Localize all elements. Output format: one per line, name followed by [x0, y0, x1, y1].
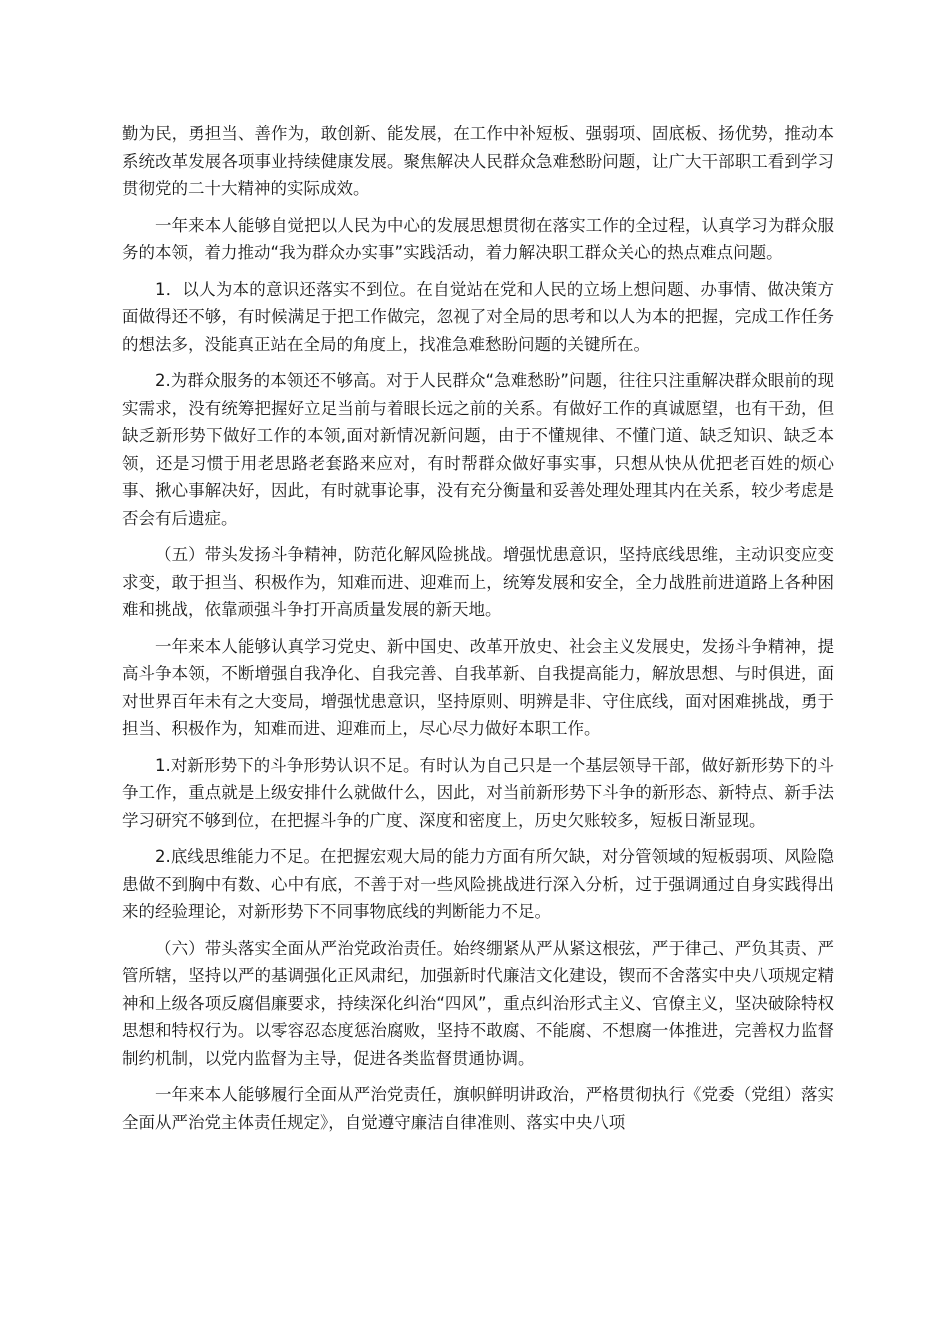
- paragraph-10: 一年来本人能够履行全面从严治党责任，旗帜鲜明讲政治，严格贯彻执行《党委（党组）落实全面从严治党主体责任规定》，自觉遵守廉洁自律准则、落实中央八项: [122, 1085, 834, 1132]
- paragraph-7: 1.对新形势下的斗争形势认识不足。有时认为自己只是一个基层领导干部，做好新形势下的斗争工作，重点就是上级安排什么就做什么，因此，对当前新形势下斗争的新形态、新特点、新手法学习研究不够到位，在把握斗争的广度、深度和密度上，历史欠账较多，短板日渐显现。: [122, 755, 834, 830]
- paragraph-1: 勤为民，勇担当、善作为，敢创新、能发展，在工作中补短板、强弱项、固底板、扬优势，推动本系统改革发展各项事业持续健康发展。聚焦解决人民群众急难愁盼问题，让广大干部职工看到学习贯彻党的二十大精神的实际成效。: [122, 124, 834, 198]
- paragraph-5: （五）带头发扬斗争精神，防范化解风险挑战。增强忧患意识，坚持底线思维，主动识变应变求变，敢于担当、积极作为，知难而进、迎难而上，统筹发展和安全，全力战胜前进道路上各种困难和挑战，依靠顽强斗争打开高质量发展的新天地。: [122, 545, 834, 619]
- paragraph-4: 2.为群众服务的本领还不够高。对于人民群众“急难愁盼”问题，往往只注重解决群众眼前的现实需求，没有统筹把握好立足当前与着眼长远之前的关系。有做好工作的真诚愿望，也有干劲，但缺乏新形势下做好工作的本领,面对新情况新问题，由于不懂规律、不懂门道、缺乏知识、缺乏本领，还是习惯于用老思路老套路来应对，有时帮群众做好事实事，只想从快从优把老百姓的烦心事、揪心事解决好，因此，有时就事论事，没有充分衡量和妥善处理处理其内在关系，较少考虑是否会有后遗症。: [122, 371, 834, 528]
- paragraph-2: 一年来本人能够自觉把以人民为中心的发展思想贯彻在落实工作的全过程，认真学习为群众服务的本领，着力推动“我为群众办实事”实践活动，着力解决职工群众关心的热点难点问题。: [122, 215, 834, 262]
- paragraph-8: 2.底线思维能力不足。在把握宏观大局的能力方面有所欠缺，对分管领域的短板弱项、风险隐患做不到胸中有数、心中有底，不善于对一些风险挑战进行深入分析，过于强调通过自身实践得出来的经验理论，对新形势下不同事物底线的判断能力不足。: [122, 847, 834, 921]
- paragraph-9: （六）带头落实全面从严治党政治责任。始终绷紧从严从紧这根弦，严于律己、严负其责、严管所辖，坚持以严的基调强化正风肃纪，加强新时代廉洁文化建设，锲而不舍落实中央八项规定精神和上级各项反腐倡廉要求，持续深化纠治“四风”，重点纠治形式主义、官僚主义，坚决破除特权思想和特权行为。以零容忍态度惩治腐败，坚持不敢腐、不能腐、不想腐一体推进，完善权力监督制约机制，以党内监督为主导，促进各类监督贯通协调。: [122, 938, 834, 1068]
- paragraph-3: 1．以人为本的意识还落实不到位。在自觉站在党和人民的立场上想问题、办事情、做决策方面做得还不够，有时候满足于把工作做完，忽视了对全局的思考和以人为本的把握，完成工作任务的想法多，没能真正站在全局的角度上，找准急难愁盼问题的关键所在。: [122, 279, 834, 354]
- document-body: [122, 120, 834, 1145]
- paragraph-6: 一年来本人能够认真学习党史、新中国史、改革开放史、社会主义发展史，发扬斗争精神，提高斗争本领，不断增强自我净化、自我完善、自我革新、自我提高能力，解放思想、与时俱进，面对世界百年未有之大变局，增强忧患意识，坚持原则、明辨是非、守住底线，面对困难挑战，勇于担当、积极作为，知难而进、迎难而上，尽心尽力做好本职工作。: [122, 636, 834, 738]
